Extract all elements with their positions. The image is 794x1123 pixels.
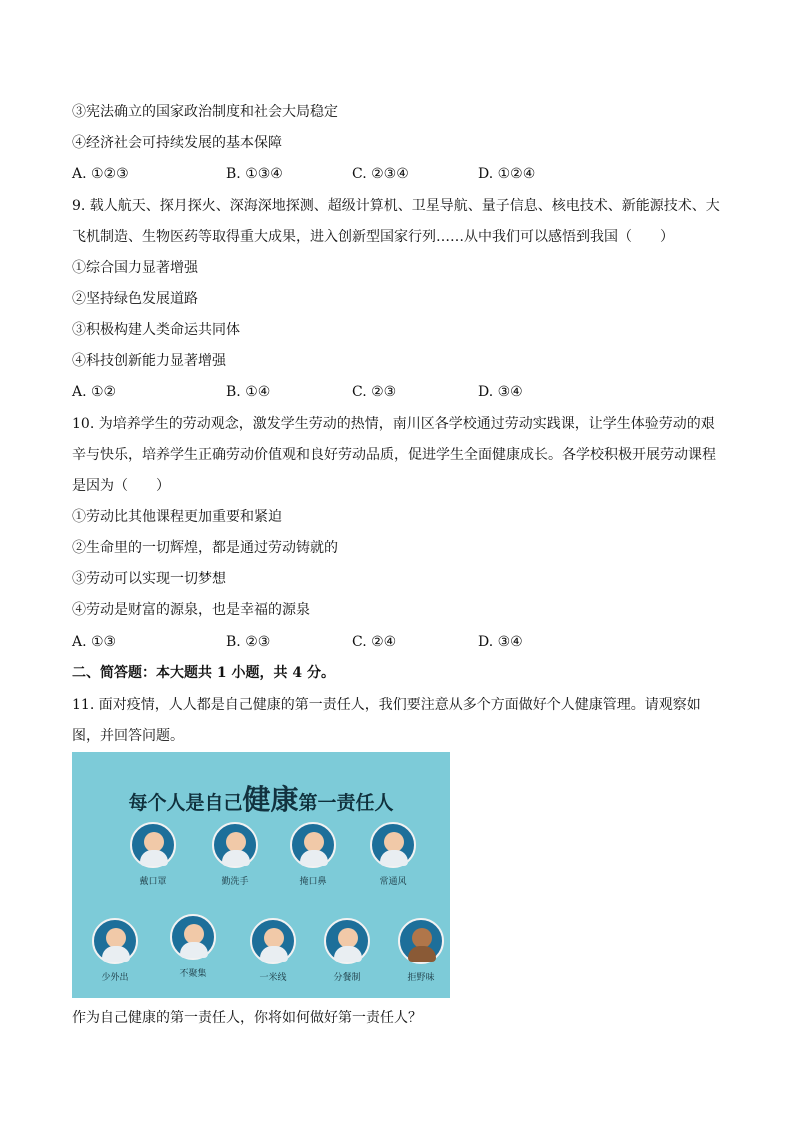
q9-stem-line-2: 飞机制造、生物医药等取得重大成果，进入创新型国家行列……从中我们可以感悟到我国（ ）	[72, 229, 674, 245]
q9-option-4: ④科技创新能力显著增强	[72, 353, 226, 369]
poster-caption: 掩口鼻	[299, 877, 327, 887]
q10-choice-c[interactable]: C. ②④	[352, 634, 397, 650]
q9-option-3: ③积极构建人类命运共同体	[72, 322, 240, 338]
poster-caption: 不聚集	[179, 969, 207, 979]
poster-caption: 分餐制	[333, 973, 361, 983]
poster-caption: 常通风	[379, 877, 407, 887]
q10-choice-d[interactable]: D. ③④	[478, 634, 523, 650]
q11-stem-line-2: 图，并回答问题。	[72, 728, 184, 744]
window-icon	[370, 822, 416, 868]
q10-option-2: ②生命里的一切辉煌，都是通过劳动铸就的	[72, 540, 338, 556]
poster-title-post: 第一责任人	[298, 792, 394, 814]
q9-choice-b[interactable]: B. ①④	[226, 384, 271, 400]
health-poster	[72, 752, 450, 998]
q10-option-3: ③劳动可以实现一切梦想	[72, 571, 226, 587]
q8-option-4: ④经济社会可持续发展的基本保障	[72, 135, 282, 151]
poster-caption: 拒野味	[407, 973, 435, 983]
q8-choice-b[interactable]: B. ①③④	[226, 166, 283, 182]
q9-stem-line-1: 9. 载人航天、探月探火、深海深地探测、超级计算机、卫星导航、量子信息、核电技术、新能源技术、大	[72, 198, 720, 214]
cover-mouth-icon	[290, 822, 336, 868]
stay-home-icon	[92, 918, 138, 964]
q9-option-2: ②坚持绿色发展道路	[72, 291, 198, 307]
q10-stem-line-3: 是因为（ ）	[72, 478, 170, 494]
q10-option-1: ①劳动比其他课程更加重要和紧迫	[72, 509, 282, 525]
no-gathering-icon	[170, 914, 216, 960]
q11-stem-line-1: 11. 面对疫情，人人都是自己健康的第一责任人，我们要注意从多个方面做好个人健康管理。请观察如	[72, 697, 701, 713]
section-heading: 二、简答题：本大题共 1 小题，共 4 分。	[72, 665, 335, 681]
separate-meals-icon	[324, 918, 370, 964]
poster-caption: 勤洗手	[221, 877, 249, 887]
poster-caption: 一米线	[259, 973, 287, 983]
poster-caption: 少外出	[101, 973, 129, 983]
mask-icon	[130, 822, 176, 868]
q8-choice-d[interactable]: D. ①②④	[478, 166, 536, 182]
q8-option-3: ③宪法确立的国家政治制度和社会大局稳定	[72, 104, 338, 120]
q11-question: 作为自己健康的第一责任人，你将如何做好第一责任人？	[72, 1010, 422, 1026]
poster-caption: 戴口罩	[139, 877, 167, 887]
q9-choice-d[interactable]: D. ③④	[478, 384, 523, 400]
distance-icon	[250, 918, 296, 964]
q10-stem-line-2: 辛与快乐，培养学生正确劳动价值观和良好劳动品质，促进学生全面健康成长。各学校积极开展劳动课程	[72, 447, 716, 463]
q8-choice-a[interactable]: A. ①②③	[72, 166, 129, 182]
q9-option-1: ①综合国力显著增强	[72, 260, 198, 276]
q9-choice-c[interactable]: C. ②③	[352, 384, 397, 400]
q10-choice-b[interactable]: B. ②③	[226, 634, 271, 650]
poster-title-pre: 每个人是自己	[128, 792, 243, 814]
q9-choice-a[interactable]: A. ①②	[72, 384, 117, 400]
poster-title	[72, 778, 450, 818]
q8-choice-c[interactable]: C. ②③④	[352, 166, 409, 182]
q10-choice-a[interactable]: A. ①③	[72, 634, 117, 650]
poster-title-big: 健康	[242, 783, 299, 816]
q10-stem-line-1: 10. 为培养学生的劳动观念，激发学生劳动的热情，南川区各学校通过劳动实践课，让学生体验劳动的艰	[72, 416, 715, 432]
q10-option-4: ④劳动是财富的源泉，也是幸福的源泉	[72, 602, 310, 618]
handwash-icon	[212, 822, 258, 868]
no-wildlife-icon	[398, 918, 444, 964]
